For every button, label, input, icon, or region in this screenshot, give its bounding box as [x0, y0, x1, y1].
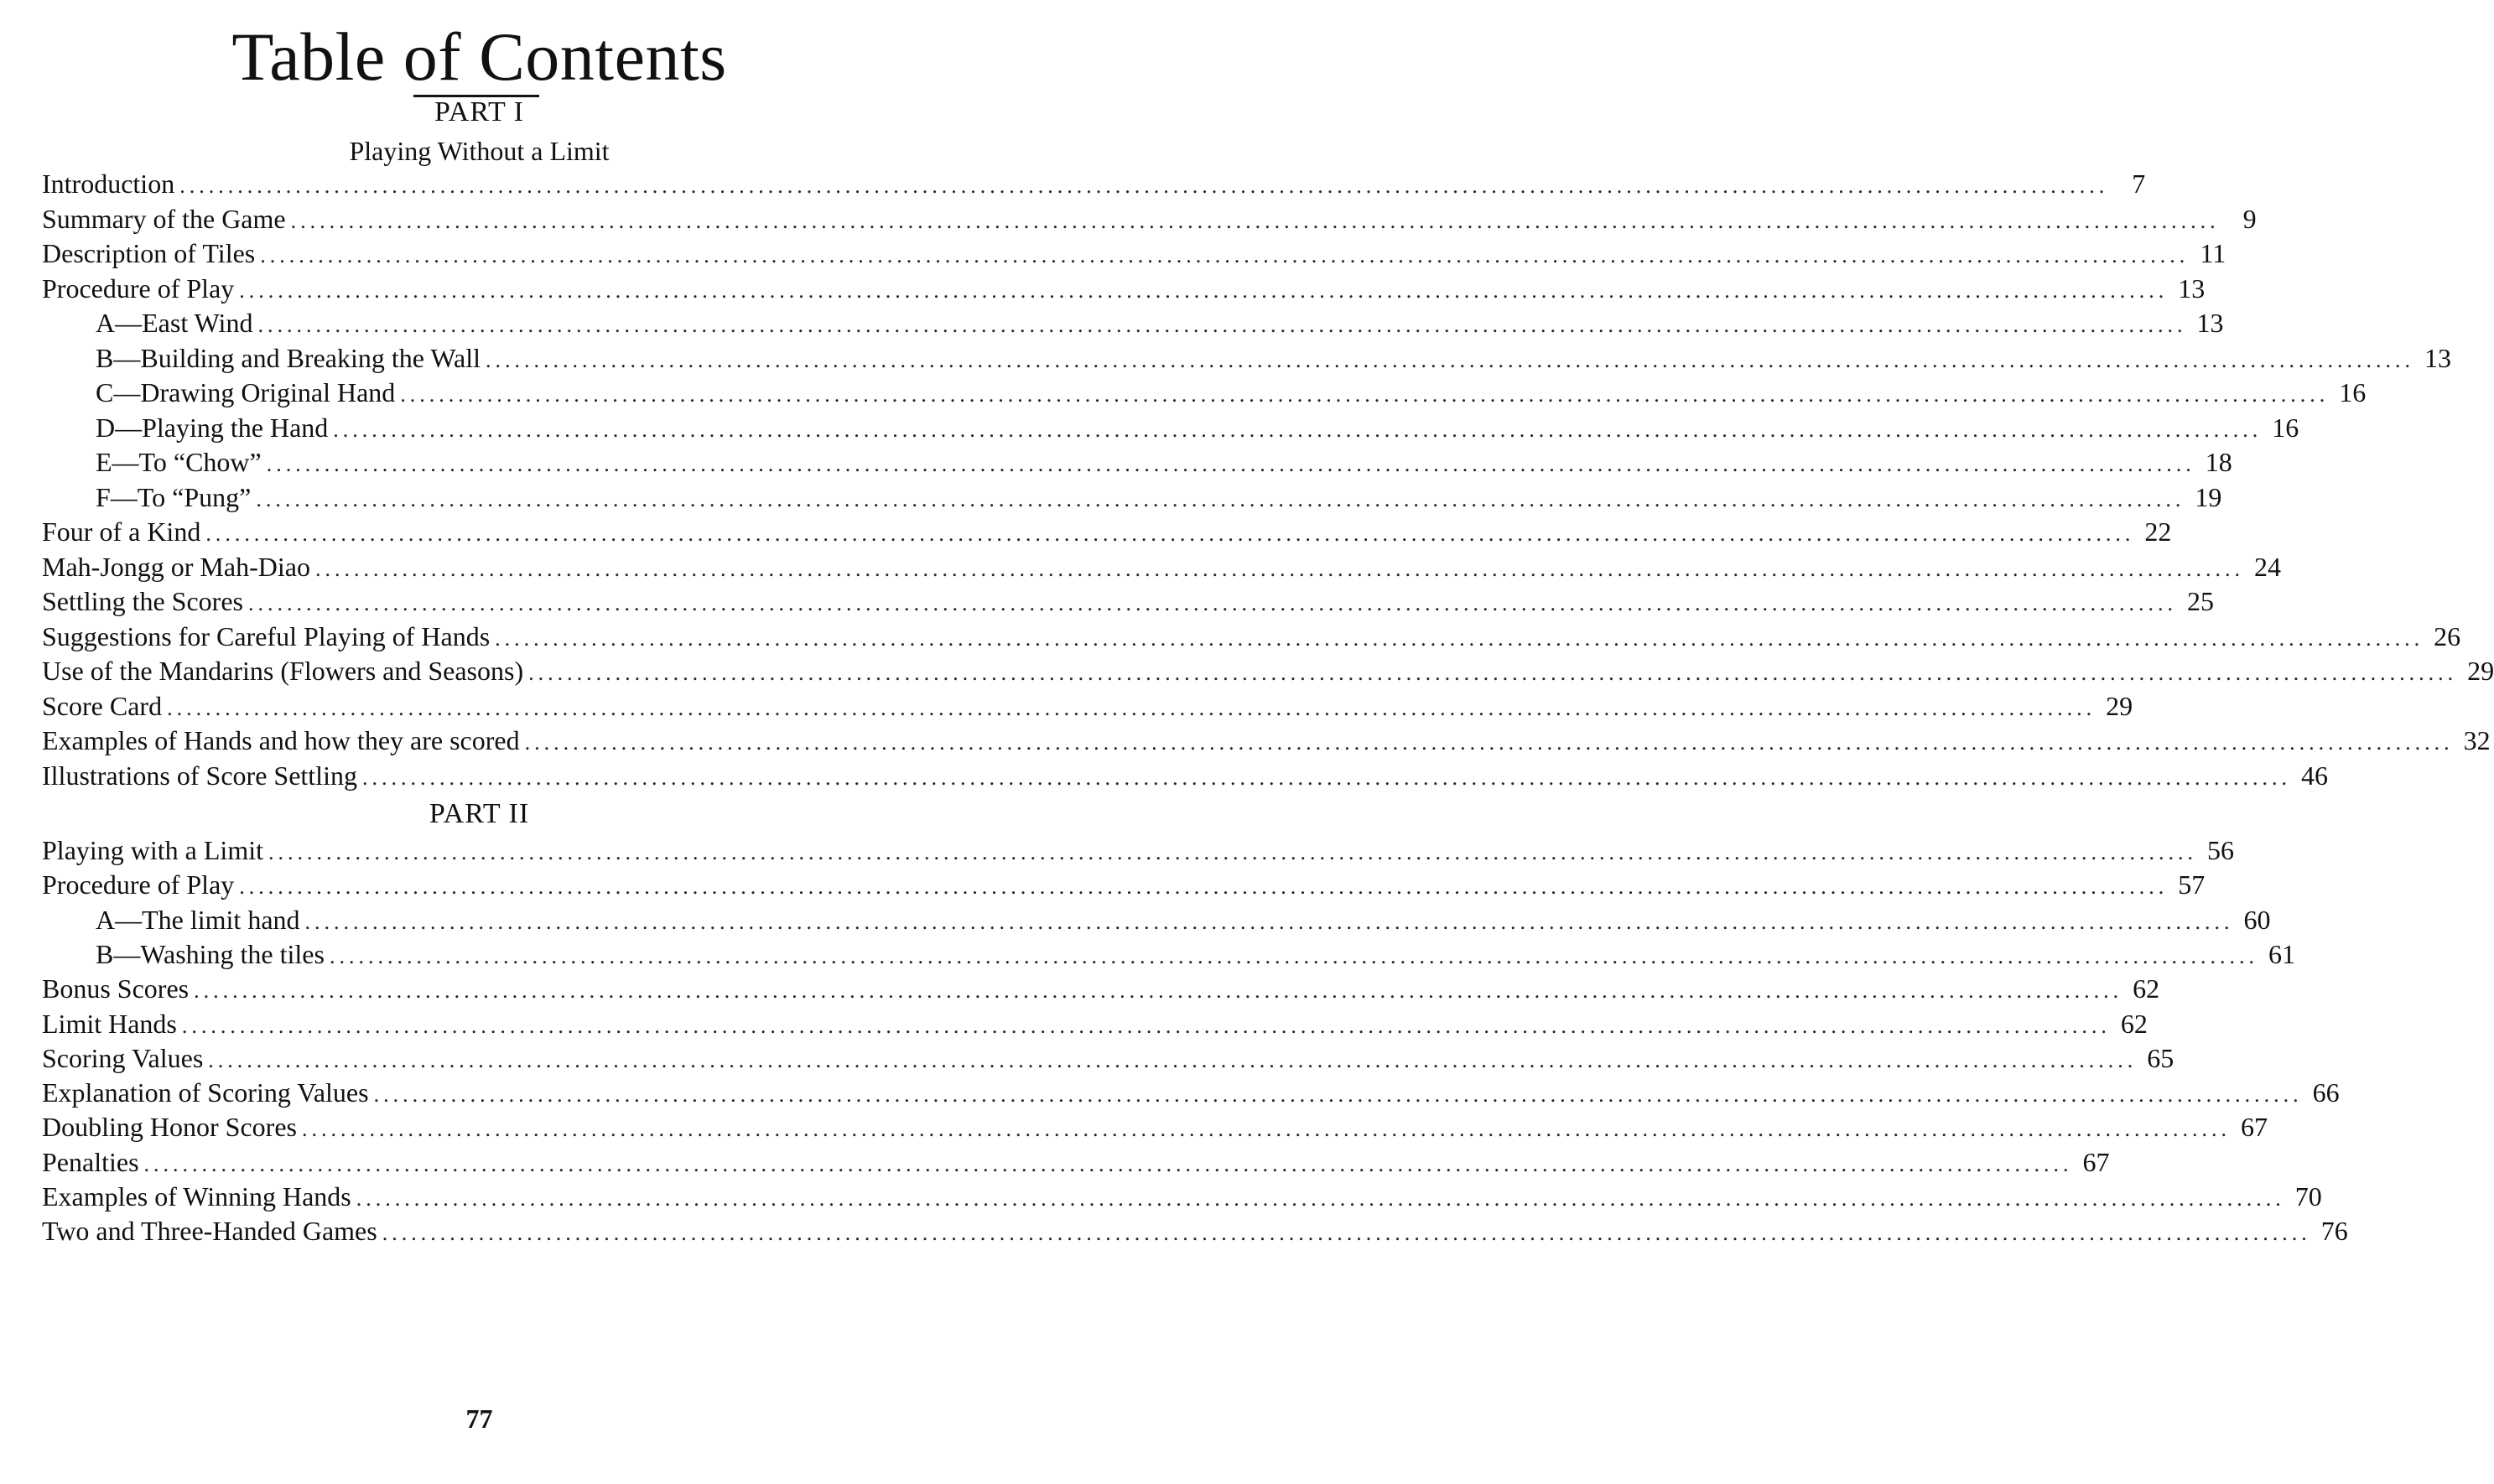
toc-entry-label: Scoring Values — [42, 1042, 204, 1073]
toc-entry — [42, 270, 2206, 307]
toc-entry-label: Four of a Kind — [42, 516, 201, 547]
toc-entry-page: 11 — [2200, 238, 2226, 268]
toc-entry-label: Mah-Jongg or Mah-Diao — [42, 551, 310, 582]
toc-entry — [42, 1040, 2174, 1077]
dot-leader: ........................................................................................................................................................................................................ — [268, 840, 2197, 864]
dot-leader: ........................................................................................................................................................................................................ — [314, 556, 2244, 581]
dot-leader: ........................................................................................................................................................................................................ — [524, 730, 2454, 755]
toc-entry — [42, 235, 2226, 272]
toc-entry-label: F—To “Pung” — [96, 481, 252, 512]
toc-entry-page: 60 — [2243, 904, 2271, 935]
toc-entry-page: 65 — [2147, 1042, 2174, 1073]
toc-entry — [42, 165, 2146, 202]
dot-leader: ........................................................................................................................................................................................................ — [304, 909, 2234, 934]
dot-leader: ........................................................................................................................................................................................................ — [181, 1013, 2111, 1038]
toc-entry-page: 62 — [2133, 973, 2160, 1004]
toc-entry-page: 46 — [2300, 760, 2328, 791]
toc-entry — [96, 340, 2451, 376]
toc-entry — [42, 513, 2172, 550]
toc-entry-page: 62 — [2120, 1008, 2148, 1039]
toc-entry — [42, 722, 2491, 759]
toc-entry-label: Examples of Winning Hands — [42, 1181, 351, 1212]
part-1-heading: PART I — [434, 96, 524, 127]
dot-leader: ........................................................................................................................................................................................................ — [373, 1082, 2303, 1108]
toc-entry-label: Introduction — [42, 169, 175, 199]
toc-entry-page: 67 — [2240, 1112, 2268, 1143]
dot-leader: ........................................................................................................................................................................................................ — [194, 978, 2123, 1004]
toc-entry — [42, 1074, 2340, 1111]
toc-entry — [42, 548, 2281, 585]
toc-entry-page: 18 — [2205, 447, 2232, 477]
toc-entry-page: 25 — [2186, 586, 2214, 616]
toc-entry-label: Playing with a Limit — [42, 835, 263, 865]
toc-entry — [42, 1005, 2148, 1042]
dot-leader: ........................................................................................................................................................................................................ — [179, 174, 2109, 198]
page-number: 77 — [465, 1404, 493, 1434]
toc-entry-page: 66 — [2312, 1077, 2340, 1108]
dot-leader: ........................................................................................................................................................................................................ — [400, 382, 2330, 407]
toc-entry-label: E—To “Chow” — [96, 447, 262, 477]
toc-entry-page: 13 — [2424, 342, 2451, 373]
toc-entry-page: 76 — [2320, 1216, 2348, 1247]
toc-entry-label: Limit Hands — [42, 1008, 177, 1039]
toc-entry-label: Description of Tiles — [42, 238, 256, 268]
dot-leader: ........................................................................................................................................................................................................ — [333, 417, 2263, 442]
part-1-subheading: Playing Without a Limit — [349, 136, 610, 166]
toc-entry-page: 29 — [2106, 690, 2133, 721]
toc-entry-page: 22 — [2144, 516, 2172, 547]
toc-entry-page: 57 — [2178, 869, 2206, 900]
toc-entry-label: Settling the Scores — [42, 586, 243, 616]
dot-leader: ........................................................................................................................................................................................................ — [239, 278, 2169, 303]
dot-leader: ........................................................................................................................................................................................................ — [290, 208, 2220, 233]
toc-entry — [96, 304, 2224, 341]
dot-leader: ........................................................................................................................................................................................................ — [208, 1047, 2138, 1072]
toc-entry-page: 70 — [2294, 1181, 2322, 1212]
toc-entry-page: 29 — [2467, 656, 2494, 686]
toc-entry-label: Procedure of Play — [42, 272, 235, 304]
toc-entry-label: Summary of the Game — [42, 203, 286, 234]
toc-entry — [42, 866, 2206, 903]
toc-entry-label: A—The limit hand — [96, 904, 300, 935]
dot-leader: ........................................................................................................................................................................................................ — [167, 695, 2097, 720]
toc-entry — [42, 200, 2257, 237]
dot-leader: ........................................................................................................................................................................................................ — [329, 943, 2258, 968]
dot-leader: ........................................................................................................................................................................................................ — [528, 661, 2458, 685]
dot-leader: ........................................................................................................................................................................................................ — [239, 874, 2169, 900]
dot-leader: ........................................................................................................................................................................................................ — [247, 591, 2177, 615]
toc-entry-label: Bonus Scores — [42, 973, 190, 1004]
toc-entry-label: Doubling Honor Scores — [42, 1112, 297, 1143]
toc-entry-label: A—East Wind — [96, 308, 253, 338]
toc-entry-label: Penalties — [42, 1146, 139, 1177]
toc-entry — [96, 479, 2222, 516]
dot-leader: ........................................................................................................................................................................................................ — [205, 521, 2135, 546]
toc-entry — [42, 757, 2328, 794]
toc-entry-label: Illustrations of Score Settling — [42, 760, 357, 791]
dot-leader: ........................................................................................................................................................................................................ — [256, 486, 2185, 511]
toc-entry-page: 32 — [2463, 725, 2491, 755]
dot-leader: ........................................................................................................................................................................................................ — [301, 1117, 2231, 1142]
toc-entry-page: 7 — [2132, 169, 2146, 199]
toc-entry-page: 16 — [2272, 412, 2299, 443]
dot-leader: ........................................................................................................................................................................................................ — [486, 347, 2414, 372]
toc-entry-page: 19 — [2195, 481, 2222, 512]
toc-entry — [42, 583, 2214, 620]
dot-leader: ........................................................................................................................................................................................................ — [260, 243, 2190, 267]
toc-entry — [96, 444, 2232, 480]
toc-entry — [96, 374, 2367, 411]
toc-entry-page: 56 — [2206, 835, 2234, 865]
toc-entry-page: 13 — [2196, 308, 2224, 338]
toc-entry-page: 61 — [2268, 938, 2295, 969]
toc-entry-label: Suggestions for Careful Playing of Hands — [42, 620, 491, 651]
toc-entry-label: Examples of Hands and how they are scored — [42, 725, 520, 755]
dot-leader: ........................................................................................................................................................................................................ — [266, 452, 2195, 476]
toc-entry-label: Use of the Mandarins (Flowers and Seasons) — [42, 656, 524, 686]
toc-entry — [42, 832, 2234, 869]
toc-entry-label: Procedure of Play — [42, 869, 235, 900]
dot-leader: ........................................................................................................................................................................................................ — [495, 625, 2424, 651]
toc-entry — [42, 970, 2160, 1007]
toc-entry — [96, 936, 2295, 973]
toc-entry — [42, 1144, 2110, 1180]
toc-entry-label: Two and Three-Handed Games — [42, 1216, 377, 1247]
toc-entry-page: 24 — [2253, 551, 2281, 582]
toc-entry-label: B—Washing the tiles — [96, 938, 325, 969]
toc-entry — [42, 618, 2461, 655]
toc-entry-page: 9 — [2242, 203, 2257, 234]
dot-leader: ........................................................................................................................................................................................................ — [143, 1151, 2073, 1176]
toc-entry — [96, 409, 2299, 446]
toc-entry — [42, 1108, 2268, 1145]
toc-entry — [42, 1178, 2322, 1215]
toc-entry-label: D—Playing the Hand — [96, 412, 329, 443]
dot-leader: ........................................................................................................................................................................................................ — [257, 313, 2187, 337]
dot-leader: ........................................................................................................................................................................................................ — [356, 1186, 2285, 1211]
toc-entry-page: 13 — [2178, 272, 2206, 304]
toc-entry-page: 67 — [2082, 1146, 2110, 1177]
toc-entry — [42, 1212, 2348, 1249]
toc-entry — [42, 652, 2494, 689]
toc-entry — [42, 688, 2133, 724]
page-title: Table of Contents — [231, 18, 727, 95]
toc-entry-label: Explanation of Scoring Values — [42, 1077, 369, 1108]
toc-entry-page: 16 — [2339, 377, 2367, 407]
toc-entry-label: Score Card — [42, 690, 163, 721]
toc-entry — [96, 901, 2271, 938]
toc-entry-label: B—Building and Breaking the Wall — [96, 342, 481, 373]
dot-leader: ........................................................................................................................................................................................................ — [382, 1221, 2311, 1246]
toc-entry-page: 26 — [2434, 620, 2461, 651]
dot-leader: ........................................................................................................................................................................................................ — [361, 765, 2291, 790]
toc-entry-label: C—Drawing Original Hand — [96, 377, 396, 407]
part-2-heading: PART II — [429, 798, 530, 829]
